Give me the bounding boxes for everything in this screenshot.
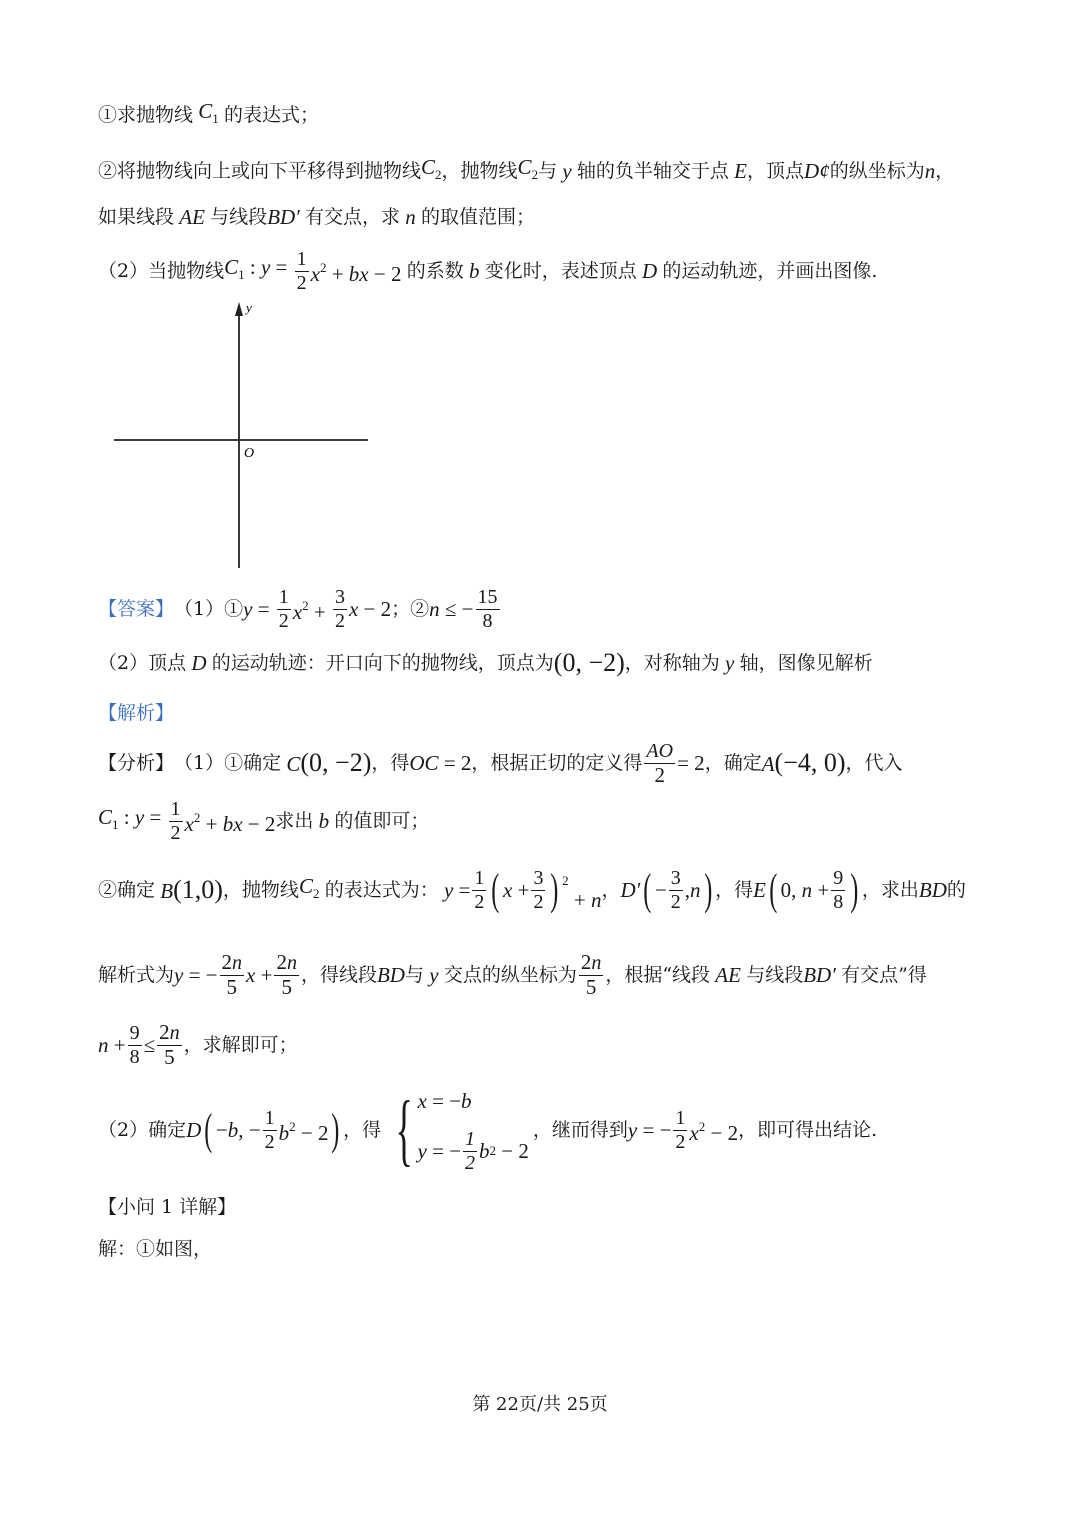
analysis-line-5: [98, 1020, 1020, 1070]
origin-label: O: [244, 446, 255, 461]
answer2-p3: ，对称轴为: [624, 652, 720, 674]
fenxi6-b2: $b^2 - 2$: [278, 1119, 329, 1145]
fenxi4-p4: 交点的纵坐标为: [443, 964, 577, 986]
fenxi3-dprime: D′: [620, 878, 641, 902]
fenxi3-bd: BD: [918, 878, 947, 902]
analysis-line-2: [98, 798, 1020, 844]
frac-ans-1: $\frac{1}{2}$: [278, 585, 289, 632]
math-d: D: [636, 259, 663, 283]
solution-start: [98, 1234, 1020, 1264]
brace: {: [395, 1086, 413, 1174]
paren-close-1: ): [550, 865, 559, 914]
fenxi-c: C(0, −2): [281, 747, 372, 777]
fenxi4-bd: BD: [376, 963, 405, 987]
frac-fenxi5-a: $\frac{9}{8}$: [129, 1021, 140, 1068]
fenxi-eq2: = 2: [677, 751, 705, 775]
solution-text: 解：①如图，: [98, 1238, 213, 1260]
fenxi2-b: b: [313, 809, 335, 833]
q1-2-text-g: ，: [935, 160, 955, 182]
fenxi3-p4: ，: [601, 879, 621, 901]
frac-fenxi2: $\frac{1}{2}$: [170, 797, 181, 844]
system-line-1: x = −b: [417, 1088, 472, 1113]
fenxi5-n: n +: [98, 1033, 126, 1057]
q1-2-text-c: 与: [538, 160, 558, 182]
analysis-line-1: [98, 740, 1020, 786]
q1-2-text-d: 轴的负半轴交于点: [576, 160, 729, 182]
fenxi4-ae: AE: [710, 963, 747, 987]
answer2-vertex: (0, −2): [553, 648, 625, 677]
answer-line-2: [98, 648, 1020, 678]
fenxi3-x: x +: [503, 878, 530, 902]
question-1-2: [98, 152, 1020, 190]
frac-fenxi4-c: $\frac{2n}{5}$: [580, 950, 602, 999]
answer-p1: （1）①: [174, 598, 244, 620]
answer2-p4: 轴，图像见解析: [739, 652, 873, 674]
subquestion-tag-line: [98, 1192, 1020, 1222]
fenxi-p5: ，代入: [845, 752, 903, 774]
q2-text-b: 的系数: [406, 260, 464, 282]
fenxi4-y: y = −: [174, 963, 218, 987]
frac-sys: $\frac{1}{2}$: [465, 1127, 476, 1174]
math-c1-eq: $C_1$ : y =: [224, 255, 293, 282]
frac-fenxi4-b: $\frac{2n}{5}$: [276, 950, 297, 999]
fenxi4-p3: 与: [404, 964, 424, 986]
fenxi6-p4: ，即可得出结论.: [738, 1119, 878, 1141]
paren-open-2: (: [643, 865, 652, 914]
system-line-2: y = − $\frac{1}{2}$ b 2 − 2: [417, 1127, 529, 1174]
fenxi3-p7: 的: [946, 879, 966, 901]
analysis-line-4: [98, 950, 1020, 1000]
paren-close-2: ): [703, 865, 712, 914]
q1-1-suffix: 的表达式；: [224, 104, 320, 126]
fenxi3-e-in: 0, n +: [780, 878, 830, 902]
q2-text-d: 的运动轨迹，并画出图像.: [662, 260, 878, 282]
fenxi-p3: ，根据正切的定义得: [471, 752, 643, 774]
q1-2b-text-a: 如果线段: [98, 206, 175, 228]
math-c2b: $C_2$: [517, 155, 539, 182]
fenxi6-p3: ，继而得到: [532, 1119, 628, 1141]
fenxi6-p1: （2）确定: [98, 1119, 187, 1141]
q1-2b-text-b: 与线段: [210, 206, 268, 228]
q1-2b-text-c: 有交点，求: [305, 206, 401, 228]
math-dprime: D¢: [804, 159, 830, 183]
q1-2-text-f: 的纵坐标为: [829, 160, 925, 182]
paren-close-4: ): [331, 1105, 340, 1154]
fenxi3-n: ,n: [684, 878, 701, 902]
frac-ao: $\frac{AO}{2}$: [646, 739, 674, 787]
paren-open-3: (: [769, 865, 778, 914]
paren-close-3: ): [850, 865, 859, 914]
fenxi3-p6: ，求出: [861, 879, 919, 901]
fenxi-p2: ，得: [371, 752, 410, 774]
answer-math-d: n ≤ −: [429, 597, 474, 621]
q2-text-c: 变化时，表述顶点: [484, 260, 637, 282]
fenxi-tag: 【分析】: [98, 752, 175, 774]
math-n: n: [924, 159, 936, 183]
question-1-1: [98, 96, 1020, 134]
fenxi3-c2: $C_2$: [298, 874, 320, 901]
fenxi6-y: y = −: [627, 1118, 672, 1142]
answer2-y: y: [719, 651, 740, 675]
answer-tag: 【答案】: [98, 598, 175, 620]
fenxi3-b: B(1,0): [155, 874, 223, 904]
math-c1: $C_1$: [193, 99, 219, 126]
math-bdprime: BD′: [267, 205, 306, 229]
frac-half: $\frac{1}{2}$: [296, 247, 307, 294]
answer2-p2: 的运动轨迹：开口向下的抛物线，顶点为: [211, 652, 554, 674]
frac-fenxi5-b: $\frac{2n}{5}$: [159, 1020, 180, 1069]
fenxi-p1: （1）①确定: [174, 752, 282, 774]
analysis-line-6: [98, 1088, 1020, 1172]
fenxi2-p1: 求出: [275, 810, 314, 832]
fenxi2-c1: $C_1$ : y =: [98, 805, 167, 832]
paren-open-4: (: [204, 1105, 213, 1154]
fenxi3-p2: ，抛物线: [222, 879, 299, 901]
fenxi4-p6: 与线段: [746, 964, 804, 986]
fenxi5-le: ≤: [143, 1033, 156, 1057]
answer-math-a: y =: [243, 597, 275, 621]
fenxi5-p1: ，求解即可；: [183, 1034, 298, 1056]
q1-2b-text-d: 的取值范围；: [421, 206, 536, 228]
fenxi3-p1: ②确定: [98, 879, 156, 901]
fenxi4-p5: ，根据“线段: [605, 964, 711, 986]
fenxi6-p2: ，得: [343, 1119, 382, 1141]
q1-2-text-a: ②将抛物线向上或向下平移得到抛物线: [98, 160, 422, 182]
frac-fenxi3-a: $\frac{1}{2}$: [474, 866, 485, 913]
math-expr: $x^2$ + bx − 2: [310, 260, 407, 286]
math-ae: AE: [174, 205, 211, 229]
fenxi4-p2: ，得线段: [300, 964, 377, 986]
q1-1-prefix: ①求抛物线: [98, 104, 194, 126]
q1-2-text-b: ，抛物线: [441, 160, 518, 182]
fenxi6-x2: $x^2 - 2$: [689, 1119, 739, 1145]
fenxi4-x: x +: [246, 963, 273, 987]
frac-fenxi4-a: $\frac{2n}{5}$: [221, 950, 243, 999]
analysis-line-3: [98, 862, 1020, 918]
y-axis-arrow: [235, 302, 243, 316]
fenxi-a: A(−4, 0): [761, 747, 846, 777]
fenxi6-d: D: [186, 1118, 202, 1142]
answer-math-b: $x^2$ +: [292, 598, 331, 624]
question-1-2b: [98, 202, 1020, 232]
fenxi3-p3: 的表达式为：: [324, 879, 439, 901]
frac-fenxi6-a: $\frac{1}{2}$: [264, 1106, 275, 1153]
answer-math-c: x − 2: [348, 597, 392, 621]
y-axis-label: y: [246, 300, 252, 315]
frac-ans-2: $\frac{3}{2}$: [334, 585, 345, 632]
system-lines: [418, 1086, 529, 1175]
fenxi-oc: OC = 2: [409, 751, 472, 775]
coordinate-axes: [110, 296, 380, 576]
equation-system: [385, 1086, 529, 1175]
frac-fenxi6-b: $\frac{1}{2}$: [675, 1106, 686, 1153]
fenxi3-e: E: [753, 878, 766, 902]
frac-fenxi3-b: $\frac{3}{2}$: [533, 866, 544, 913]
fenxi4-p1: 解析式为: [98, 964, 175, 986]
q2-text-a: （2）当抛物线: [98, 260, 225, 282]
math-b: b: [463, 259, 485, 283]
answer-line-1: [98, 586, 1020, 632]
answer2-p1: （2）顶点: [98, 652, 187, 674]
fenxi-p4: ，确定: [704, 752, 762, 774]
frac-fenxi3-d: $\frac{9}{8}$: [833, 866, 844, 913]
fenxi3-y: y =: [438, 878, 471, 902]
fenxi3-minus: −: [654, 878, 667, 902]
math-y: y: [557, 159, 577, 183]
fenxi6-d-in: −b, −: [215, 1118, 261, 1142]
fenxi4-p7: 有交点”得: [841, 964, 927, 986]
frac-fenxi3-c: $\frac{3}{2}$: [670, 866, 681, 913]
analysis-tag-line: [98, 698, 1020, 728]
math-e: E: [728, 159, 747, 183]
math-n2: n: [400, 205, 422, 229]
page-footer: 第 22页/共 25页: [472, 1394, 608, 1415]
answer-p2: ；②: [391, 598, 430, 620]
paren-open-1: (: [491, 865, 500, 914]
subquestion-tag: 【小问 1 详解】: [98, 1196, 237, 1218]
fenxi3-sq: $^2$ + n: [562, 872, 602, 912]
fenxi2-expr: $x^2$ + bx − 2: [184, 810, 276, 836]
fenxi3-p5: ，得: [715, 879, 754, 901]
q1-2-text-e: ，顶点: [747, 160, 805, 182]
fenxi4-yy: y: [423, 963, 444, 987]
analysis-tag: 【解析】: [98, 702, 175, 724]
question-2: [98, 247, 1020, 294]
fenxi2-p2: 的值即可；: [334, 810, 430, 832]
fenxi4-bdprime: BD′: [803, 963, 842, 987]
frac-ans-3: $\frac{15}{8}$: [477, 585, 498, 632]
answer2-d: D: [186, 651, 212, 675]
math-c2: $C_2$: [421, 155, 442, 182]
